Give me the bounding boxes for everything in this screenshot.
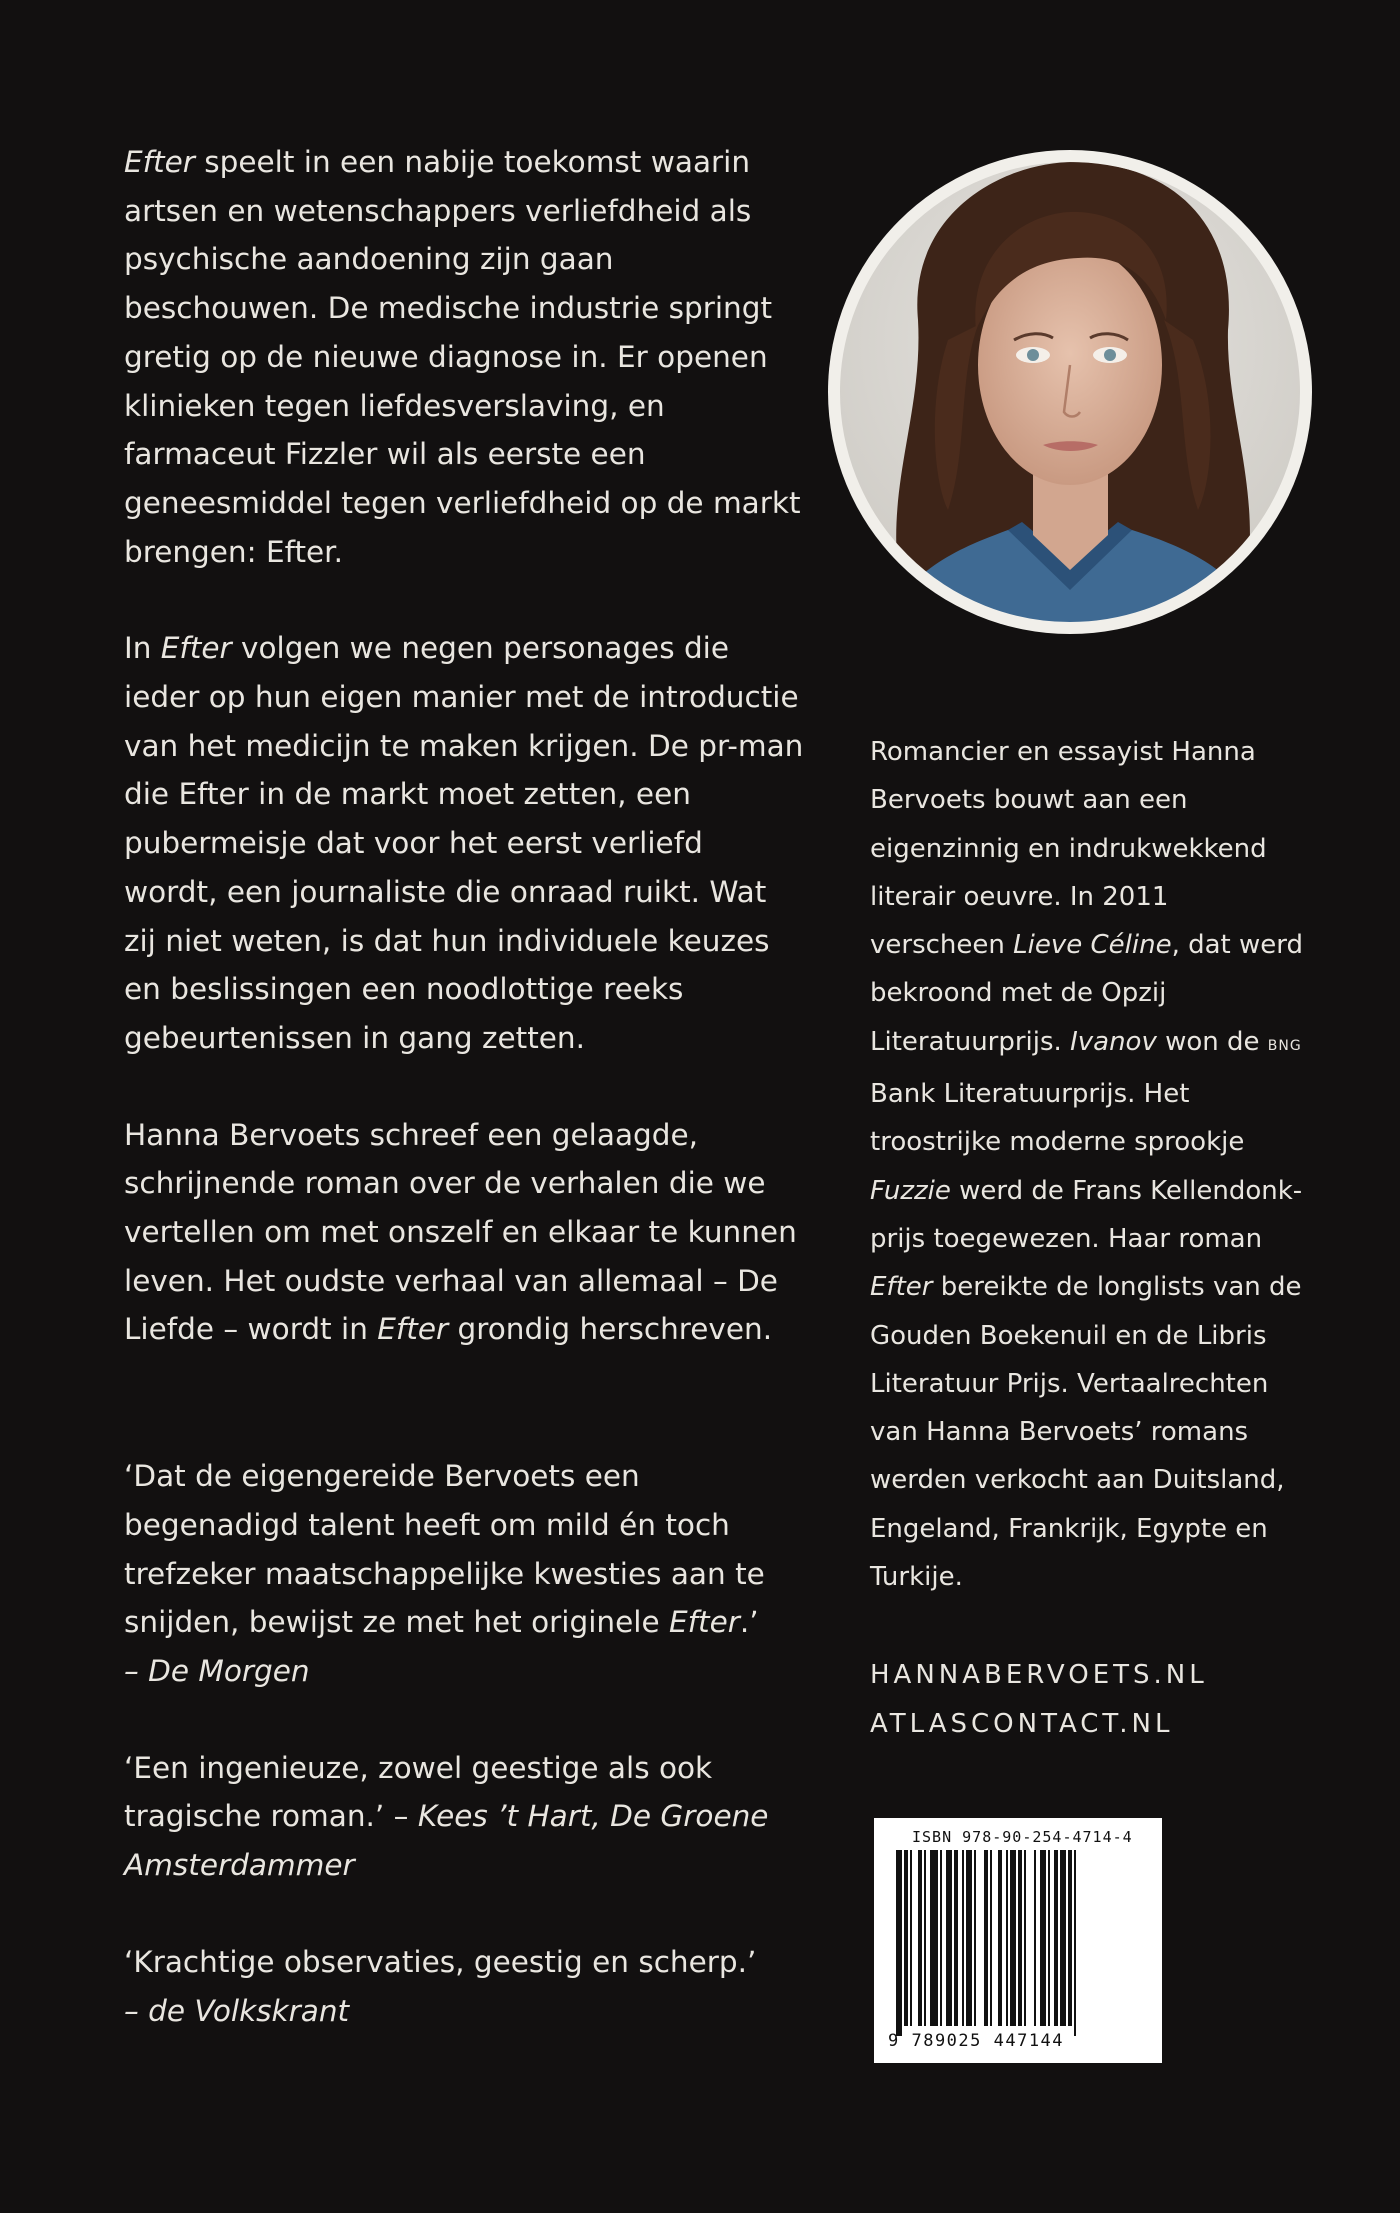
review-quote-2: ‘Een ingenieuze, zowel geestige als ook tragische roman.’ – Kees ’t Hart, De Groene Amsterdammer (124, 1750, 769, 1883)
review-quote-3: ‘Krachtige observaties, geestig en scherp.’ – de Volkskrant (124, 1944, 757, 2028)
bng-smallcaps: BNG (1267, 1037, 1302, 1054)
barcode-bar (1006, 1850, 1008, 2026)
review-quote-1: ‘Dat de eigengereide Bervoets een begenadigd talent heeft om mild én toch trefzeker maatschappelijke kwesties aan te snijden, bewijst ze met het originele Efter.’ – De Morgen (124, 1459, 765, 1688)
barcode-bar (918, 1850, 922, 2026)
barcode-bar (896, 1850, 902, 2036)
description-paragraph-1: Efter speelt in een nabije toekomst waarin artsen en wetenschappers verliefdheid als psychische aandoening zijn gaan beschouwen. De medische industrie springt gretig op de nieuwe diagnose in. Er openen klinieken tegen liefdesverslaving, en farmaceut Fizzler wil als eerste een geneesmiddel tegen verliefdheid op de markt brengen: Efter. (124, 145, 801, 569)
barcode-bar (1010, 1850, 1016, 2026)
quote-source: Kees ’t Hart, De Groene Amsterdammer (124, 1799, 769, 1883)
author-bio-column (870, 728, 1310, 1749)
book-title-italic: Efter (377, 1312, 449, 1347)
book-title-italic: Efter (160, 631, 232, 666)
quote-source: – de Volkskrant (124, 1993, 350, 2028)
quote-source: – De Morgen (124, 1653, 310, 1688)
barcode-bar (904, 1850, 908, 2026)
barcode-bar (930, 1850, 938, 2026)
isbn-barcode (874, 1818, 1162, 2063)
author-photo-illustration (828, 150, 1312, 634)
barcode-bar (924, 1850, 926, 2026)
link-hannabervoets[interactable]: HANNABERVOETS.NL (870, 1660, 1208, 1691)
barcode-bar (1060, 1850, 1066, 2026)
link-atlascontact[interactable]: ATLASCONTACT.NL (870, 1709, 1174, 1740)
barcode-bar (1034, 1850, 1036, 2026)
barcode-bar (966, 1850, 972, 2026)
barcode-bar (1024, 1850, 1026, 2026)
barcode-bar (1068, 1850, 1072, 2026)
barcode-bar (974, 1850, 976, 2026)
author-portrait (828, 150, 1312, 634)
barcode-bar (954, 1850, 958, 2026)
author-bio: Romancier en essayist Hanna Bervoets bouwt aan een eigenzinnig en indrukwekkend literair oeuvre. In 2011 verscheen Lieve Céline, dat werd bekroond met de Opzij Literatuurprijs. Ivanov won de BNG Bank Literatuurprijs. Het troostrijke moderne sprookje Fuzzie werd de Frans Kellendonk-prijs toegewezen. Haar roman Efter bereikte de longlists van de Gouden Boekenuil en de Libris Literatuur Prijs. Vertaalrechten van Hanna Bervoets’ romans werden verkocht aan Duitsland, Engeland, Frankrijk, Egypte en Turkije. (870, 737, 1303, 1593)
barcode-bar (1054, 1850, 1058, 2026)
book-title-italic: Efter (124, 145, 195, 179)
blurb-column (124, 138, 804, 2035)
barcode-bar (998, 1850, 1002, 2026)
barcode-bar (910, 1850, 912, 2026)
barcode-bars (874, 1818, 1162, 2063)
description-paragraph-3: Hanna Bervoets schreef een gelaagde, schrijnende roman over de verhalen die we vertellen om met onszelf en elkaar te kunnen leven. Het oudste verhaal van allemaal – De Liefde – wordt in Efter grondig herschreven. (124, 1117, 797, 1347)
barcode-bar (1018, 1850, 1022, 2026)
isbn-digits: 9 789025 447144 (888, 2031, 1065, 2051)
barcode-bar (1074, 1850, 1076, 2036)
barcode-bar (946, 1850, 952, 2026)
barcode-bar (990, 1850, 992, 2026)
isbn-label: ISBN 978-90-254-4714-4 (912, 1828, 1133, 1846)
barcode-bar (1048, 1850, 1050, 2026)
barcode-bar (1040, 1850, 1046, 2026)
barcode-bar (984, 1850, 988, 2026)
barcode-bar (962, 1850, 964, 2026)
barcode-bar (940, 1850, 942, 2026)
description-paragraph-2: In Efter volgen we negen personages die ieder op hun eigen manier met de introductie van het medicijn te maken krijgen. De pr-man die Efter in de markt moet zetten, een pubermeisje dat voor het eerst verliefd wordt, een journaliste die onraad ruikt. Wat zij niet weten, is dat hun individuele keuzes en beslissingen een noodlottige reeks gebeurtenissen in gang zetten. (124, 631, 804, 1055)
website-links (870, 1651, 1310, 1749)
